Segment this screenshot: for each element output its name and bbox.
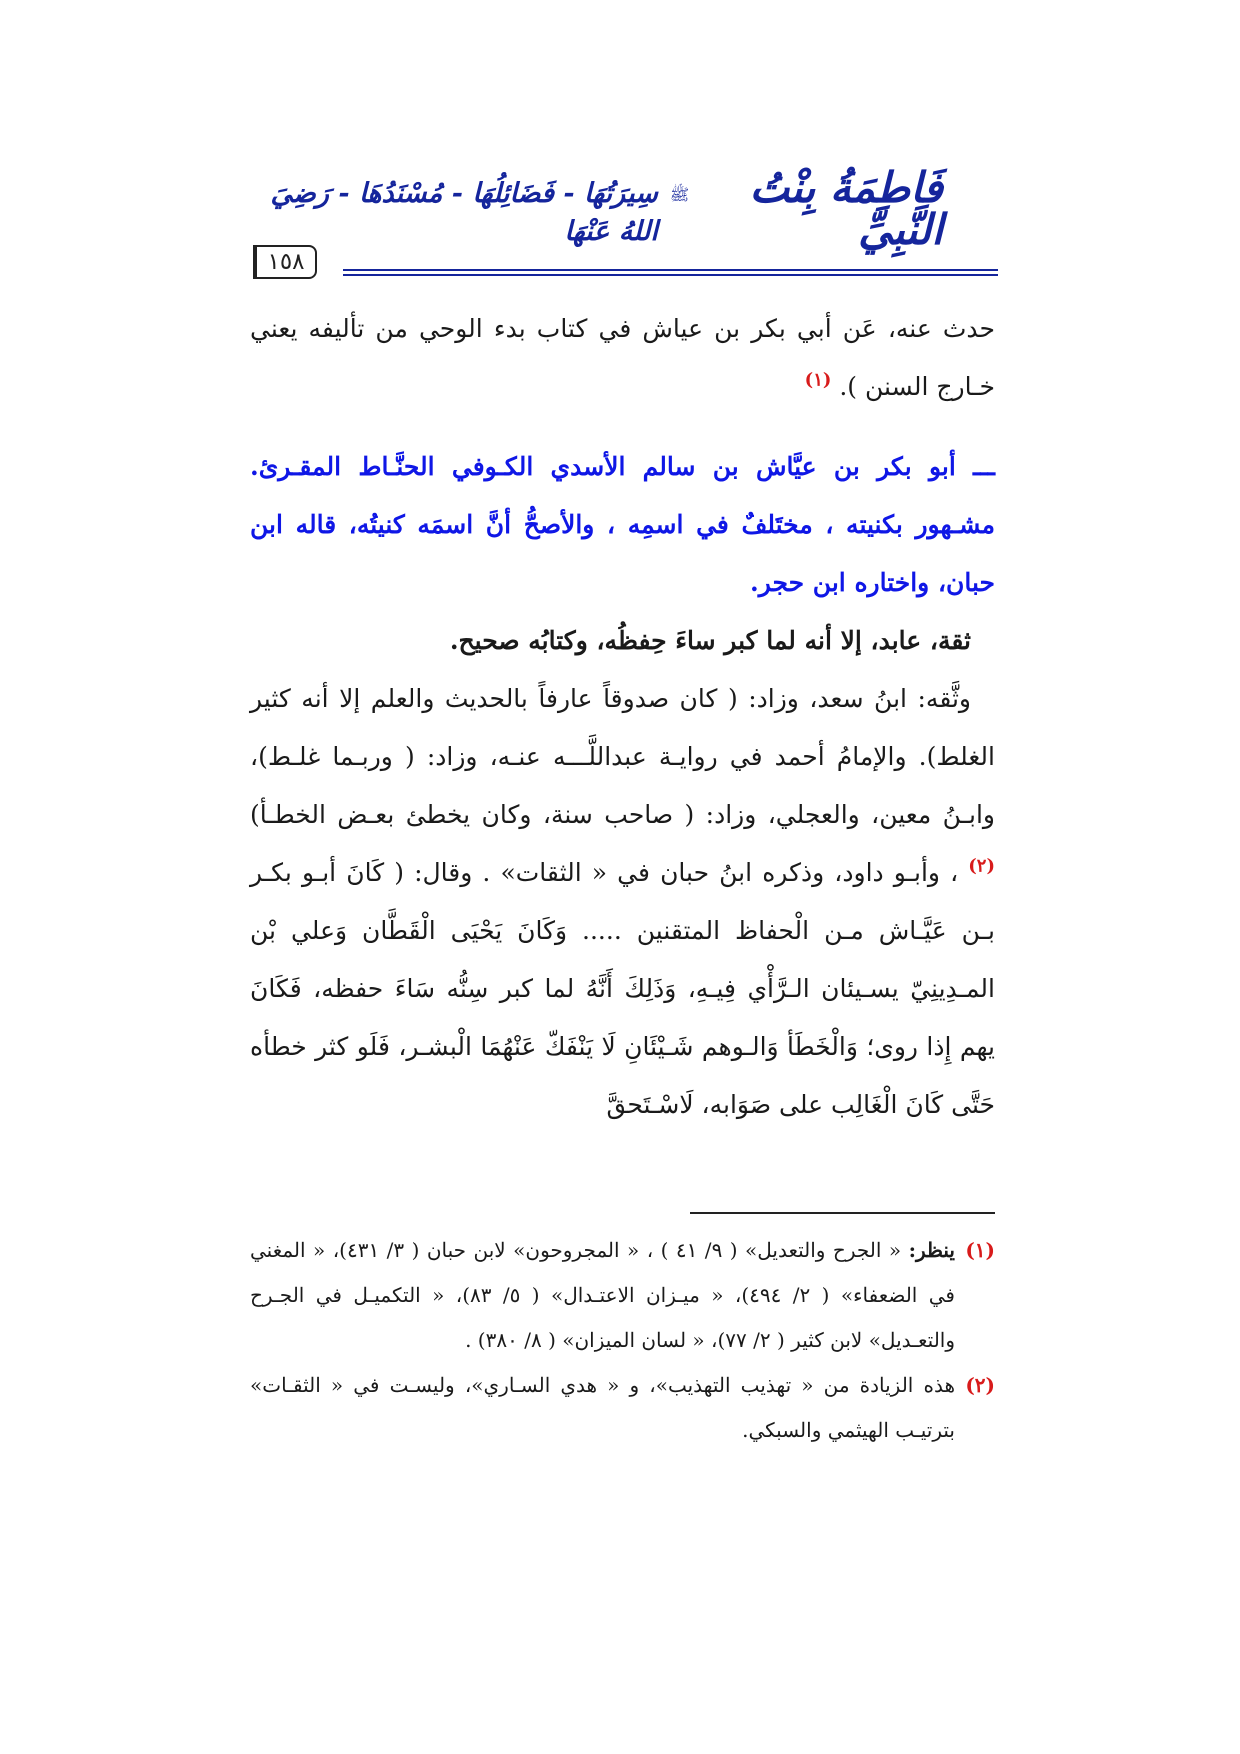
title-main: فَاطِمَةُ بِنْتُ النَّبِيِّ	[749, 163, 943, 254]
main-text	[250, 300, 995, 1134]
honorific-mark: ﷺ	[669, 185, 690, 204]
footnote-text	[250, 1363, 955, 1453]
footnote-separator	[690, 1212, 995, 1214]
footnote-number: (٢)	[965, 1373, 995, 1397]
narrator-verdict: ثقة، عابد، إلا أنه لما كبر ساءَ حِفظُه، وكتابُه صحيح.	[449, 626, 971, 655]
narrator-details	[250, 670, 995, 1134]
footnote-2	[250, 1363, 995, 1453]
title-subtitle: سِيرَتُهَا - فَضَائِلُهَا - مُسْنَدُهَا - رَضِيَ اللهُ عَنْهَا	[270, 178, 658, 248]
footnote-1	[250, 1228, 995, 1363]
footnote-body: « الجرح والتعديل» ( ٩/ ٤١ ) ، « المجروحون» لابن حبان ( ٣/ ٤٣١)، « المغني في الضعفاء» ( ٢/ ٤٩٤)، « ميـزان الاعتـدال» ( ٥/ ٨٣)، « التكميـل في الجـرح والتعـديل» لابن كثير ( ٢/ ٧٧)، « لسان الميزان» ( ٨/ ٣٨٠) .	[250, 1238, 955, 1352]
footnote-body: هذه الزيادة من « تهذيب التهذيب»، و « هدي السـاري»، وليسـت في « الثقـات» بترتيـب الهيثمي والسبكي.	[250, 1373, 955, 1442]
footnote-ref-1: (١)	[804, 369, 832, 391]
header-rule-secondary	[343, 274, 998, 276]
page-header	[253, 163, 988, 275]
footnote-ref-2: (٢)	[968, 855, 995, 877]
paragraph-intro-text: حدث عنه، عَن أبي بكر بن عياش في كتاب بدء الوحي من تأليفه يعني خـارج السنن ).	[250, 314, 995, 401]
footnote-lead: ينظر:	[908, 1238, 955, 1262]
running-title	[253, 163, 943, 254]
page-number: ١٥٨	[253, 245, 317, 279]
header-rule	[343, 269, 998, 271]
paragraph-intro	[250, 300, 995, 416]
narrator-heading: ـــ أبو بكر بن عيَّاش بن سالم الأسدي الكـوفي الحنَّـاط المقـرئ. مشـهور بكنيته ، مختَلفٌ في اسمِه ، والأصحُّ أنَّ اسمَه كنيتُه، قاله ابن حبان، واختاره ابن حجر.	[250, 452, 995, 597]
footnote-number: (١)	[965, 1238, 995, 1262]
narrator-details-part1: وثَّقه: ابنُ سعد، وزاد: ( كان صدوقاً عارفاً بالحديث والعلم إلا أنه كثير الغلط). والإمامُ أحمد في روايـة عبداللَّـــه عنـه، وزاد: ( وربـما غلـط)، وابـنُ معين، والعجلي، وزاد: ( صاحب سنة، وكان يخطئ بعـض الخطـأ)	[250, 684, 995, 829]
footnotes	[250, 1228, 995, 1453]
footnote-text	[250, 1228, 955, 1363]
narrator-details-part2: ، وأبـو داود، وذكره ابنُ حبان في « الثقات» . وقال: ( كَانَ أبـو بكـر بـن عَيَّـاش مـن الْحفاظ المتقنين ..... وَكَانَ يَحْيَى الْقَطَّان وَعلي بْن المـدِينِيّ يسـيئان الـرَّأْي فِيـهِ، وَذَلِكَ أَنَّهُ لما كبر سِنُّه سَاءَ حفظه، فَكَانَ يهم إِذا روى؛ وَالْخَطَأ وَالـوهم شَـيْئَانِ لَا يَنْفَكّ عَنْهُمَا الْبشـر، فَلَو كثر خطأه حَتَّى كَانَ الْغَالِب على صَوَابه، لَاسْـتَحقَّ	[250, 858, 995, 1119]
